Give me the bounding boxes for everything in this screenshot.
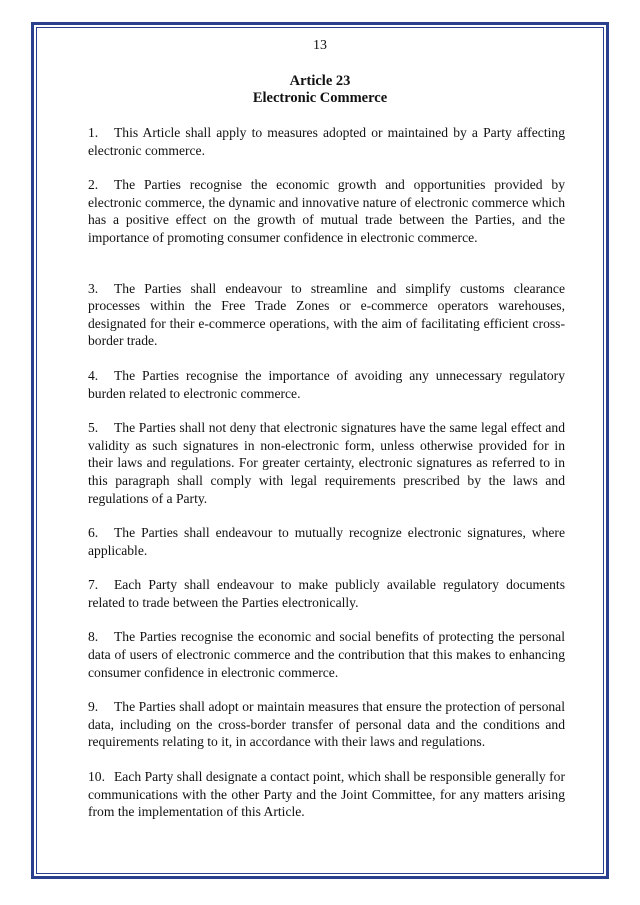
paragraph-number: 7.: [88, 577, 99, 593]
paragraph-text: Each Party shall designate a contact point, which shall be responsible generally for communications with the other Party and the Joint Committee, for any matters arising from the implementation of this Article.: [88, 769, 565, 820]
paragraph-number: 5.: [88, 420, 99, 436]
paragraph-2: [88, 176, 565, 246]
paragraph-text: The Parties recognise the importance of avoiding any unnecessary regulatory burden related to electronic commerce.: [88, 367, 565, 401]
paragraph-5: [88, 419, 565, 507]
paragraph-1: [88, 124, 565, 159]
paragraph-text: The Parties recognise the economic growth and opportunities provided by electronic commerce, the dynamic and innovative nature of electronic commerce which has a positive effect on the growth of mutual trade between the Parties, and the importance of promoting consumer confidence in electronic commerce.: [88, 177, 565, 245]
paragraph-number: 10.: [88, 769, 105, 785]
paragraph-number: 4.: [88, 367, 99, 383]
paragraph-number: 8.: [88, 629, 99, 645]
paragraph-6: [88, 524, 565, 559]
paragraph-text: This Article shall apply to measures adopted or maintained by a Party affecting electronic commerce.: [88, 125, 565, 158]
paragraph-9: [88, 698, 565, 751]
paragraph-number: 3.: [88, 280, 99, 296]
paragraph-10: [88, 768, 565, 821]
paragraph-number: 6.: [88, 525, 99, 541]
page-number: 13: [313, 38, 327, 53]
paragraph-text: The Parties recognise the economic and social benefits of protecting the personal data of users of electronic commerce and the contribution that this makes to enhancing consumer confidence in electronic commerce.: [88, 629, 565, 680]
paragraph-7: [88, 576, 565, 611]
paragraph-text: The Parties shall endeavour to mutually recognize electronic signatures, where applicable.: [88, 525, 565, 558]
paragraph-text: The Parties shall adopt or maintain measures that ensure the protection of personal data, including on the cross-border transfer of personal data and the conditions and requirements relating to it, in accordance with their laws and regulations.: [88, 699, 565, 750]
paragraph-3: [88, 280, 565, 350]
paragraph-text: Each Party shall endeavour to make publicly available regulatory documents related to trade between the Parties electronically.: [88, 577, 565, 610]
article-heading: Article 23: [289, 73, 351, 89]
paragraph-text: The Parties shall endeavour to streamline and simplify customs clearance processes within the Free Trade Zones or e-commerce operators warehouses, designated for their e-commerce operations, with the aim of facilitating efficient cross-border trade.: [88, 280, 565, 349]
paragraph-text: The Parties shall not deny that electronic signatures have the same legal effect and validity as such signatures in non-electronic form, unless otherwise provided for in their laws and regulations. For greater certainty, electronic signatures as referred to in this paragraph shall comply with legal requirements prescribed by the laws and regulations of a Party.: [88, 420, 565, 506]
paragraph-number: 2.: [88, 177, 99, 193]
paragraph-4: [88, 367, 565, 402]
article-title: [0, 73, 640, 107]
article-subheading: Electronic Commerce: [252, 90, 388, 106]
paragraph-8: [88, 628, 565, 681]
paragraph-number: 1.: [88, 125, 99, 140]
paragraph-number: 9.: [88, 699, 99, 715]
article-body: [88, 124, 565, 838]
